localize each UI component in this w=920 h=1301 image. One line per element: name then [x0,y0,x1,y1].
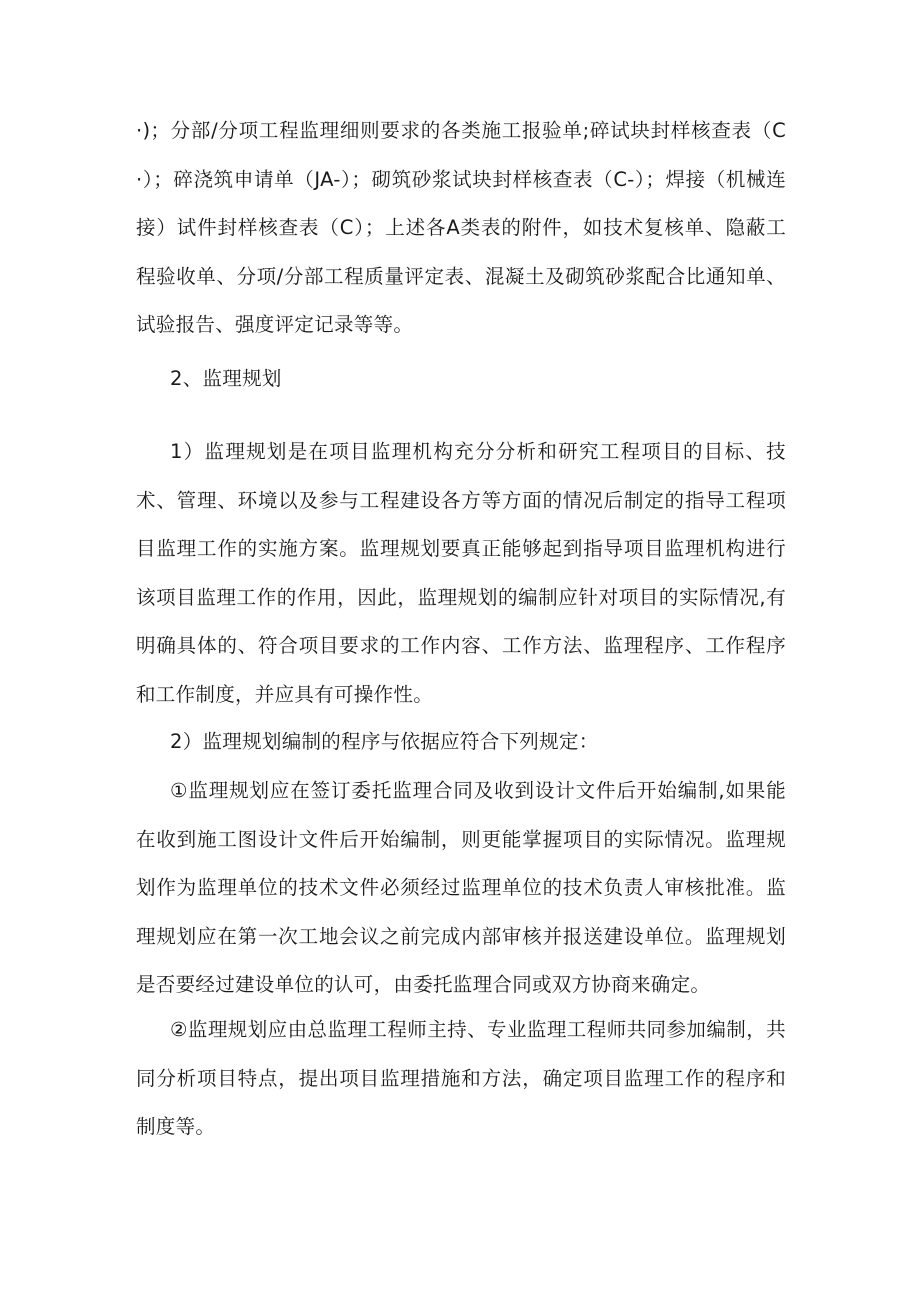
paragraph-continuation-forms-list: ·)；分部/分项工程监理细则要求的各类施工报验单;碎试块封样核查表（C·）；碎浇筑申请单（JA-）；砌筑砂浆试块封样核查表（C-）；焊接（机械连接）试件封样核查表（C）；上述各A类表的附件，如技术复核单、隐蔽工程验收单、分项/分部工程质量评定表、混凝土及砌筑砂浆配合比通知单、试验报告、强度评定记录等等。 [136,119,786,336]
paragraph-plan-definition: 1）监理规划是在项目监理机构充分分析和研究工程项目的目标、技术、管理、环境以及参与工程建设各方等方面的情况后制定的指导工程项目监理工作的实施方案。监理规划要真正能够起到指导项目监理机构进行该项目监理工作的作用，因此，监理规划的编制应针对项目的实际情况,有明确具体的、符合项目要求的工作内容、工作方法、监理程序、工作程序和工作制度，并应具有可操作性。 [136,440,786,706]
paragraph-rule-one: ①监理规划应在签订委托监理合同及收到设计文件后开始编制,如果能在收到施工图设计文件后开始编制，则更能掌握项目的实际情况。监理规划作为监理单位的技术文件必须经过监理单位的技术负责人审核批准。监理规划应在第一次工地会议之前完成内部审核并报送建设单位。监理规划是否要经过建设单位的认可，由委托监理合同或双方协商来确定。 [136,779,786,996]
paragraph-plan-procedure-intro: 2）监理规划编制的程序与依据应符合下列规定： [170,730,599,753]
section-heading-supervision-plan: 2、监理规划 [170,367,282,390]
paragraph-rule-two: ②监理规划应由总监理工程师主持、专业监理工程师共同参加编制，共同分析项目特点，提出项目监理措施和方法，确定项目监理工作的程序和制度等。 [136,1018,786,1138]
